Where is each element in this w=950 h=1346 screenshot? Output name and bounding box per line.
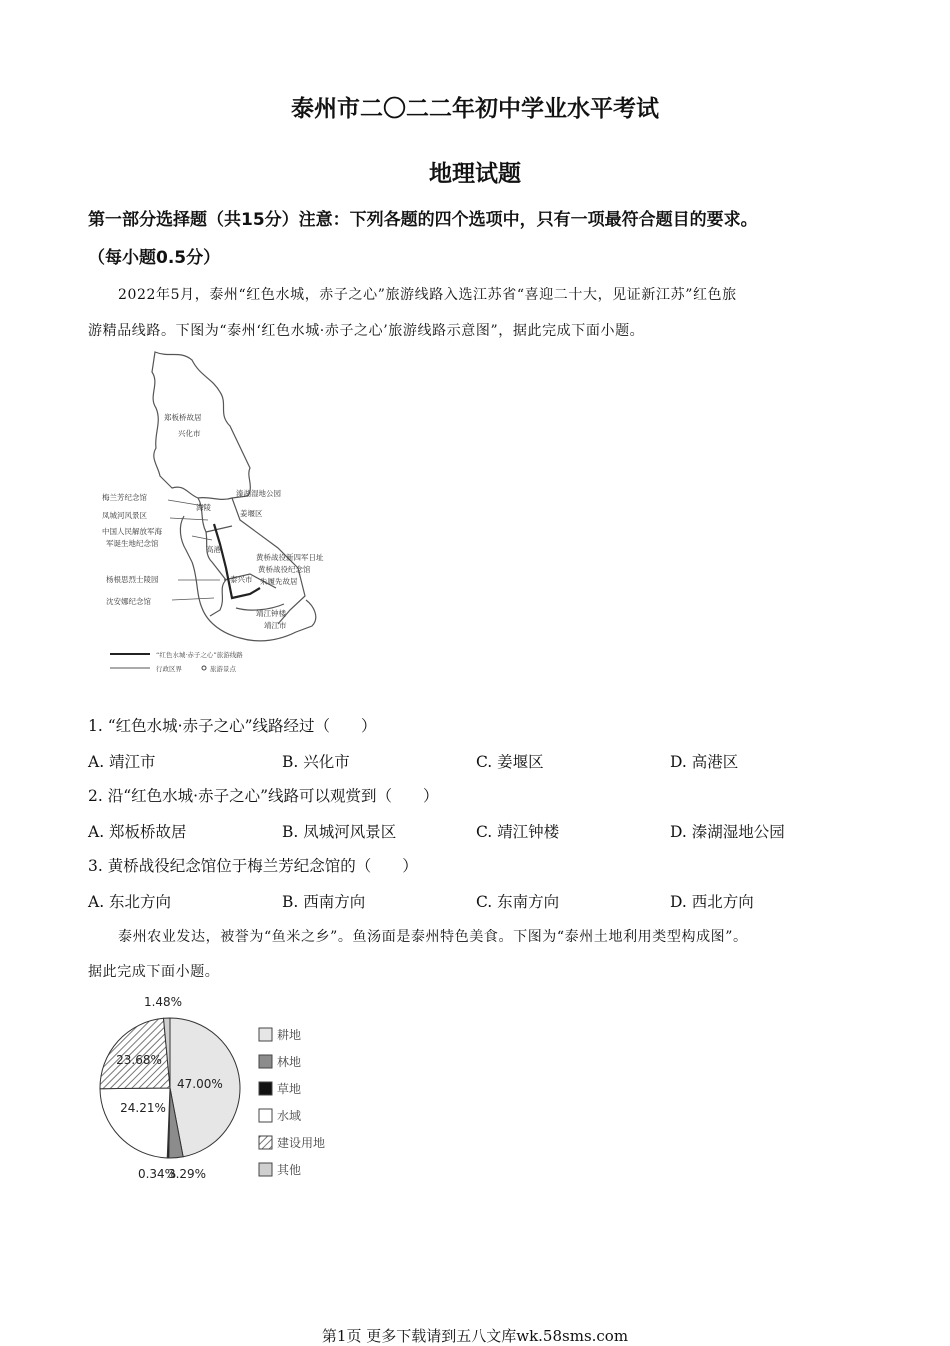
legend-swatch-4	[259, 1136, 272, 1149]
question-2: 2. 沿“红色水城·赤子之心”线路可以观赏到（ ）	[88, 787, 439, 805]
intro-paragraph-2: 泰州农业发达，被誉为“鱼米之乡”。鱼汤面是泰州特色美食。下图为“泰州土地利用类型构成图”。	[118, 929, 748, 945]
label-zhengbanqiao: 郑板桥故居	[164, 413, 202, 422]
q1-option-d: D. 高港区	[670, 753, 739, 771]
legend-swatch-5	[259, 1163, 272, 1176]
section-header	[88, 206, 868, 272]
pie-legend	[259, 1027, 325, 1177]
pie-label-3: 24.21%	[120, 1101, 166, 1115]
q3-option-c: C. 东南方向	[476, 893, 560, 911]
label-gaogang: 高港	[206, 545, 221, 554]
pie-label-4: 23.68%	[116, 1053, 162, 1067]
label-meilanfang: 梅兰芳纪念馆	[102, 493, 147, 502]
legend-label-5: 其他	[277, 1163, 302, 1177]
section-line-2: （每小题0.5分）	[88, 248, 221, 268]
pie-label-0: 47.00%	[177, 1077, 223, 1091]
section-line-1: 第一部分选择题（共15分）注意：下列各题的四个选项中，只有一项最符合题目的要求。	[88, 210, 758, 230]
q2-option-a: A. 郑板桥故居	[88, 823, 187, 841]
legend-label-2: 草地	[277, 1082, 302, 1096]
q3-option-d: D. 西北方向	[670, 893, 754, 911]
q3-option-b: B. 西南方向	[282, 893, 366, 911]
label-jiangyan: 姜堰区	[240, 509, 263, 518]
label-jingjiang-bell: 靖江钟楼	[256, 609, 286, 618]
legend-label-1: 林地	[277, 1055, 302, 1069]
legend-swatch-0	[259, 1028, 272, 1041]
label-xinghua: 兴化市	[178, 429, 201, 438]
q2-option-d: D. 溱湖湿地公园	[670, 823, 785, 841]
intro-paragraph-1: 2022年5月，泰州“红色水城，赤子之心”旅游线路入选江苏省“喜迎二十大，见证新江苏”红色旅	[118, 287, 737, 303]
pie-label-5: 1.48%	[143, 995, 183, 1009]
pie-slice-3	[100, 1088, 170, 1158]
legend-boundary-label: 行政区界	[156, 665, 182, 673]
q1-option-a: A. 靖江市	[88, 753, 156, 771]
legend-label-0: 耕地	[277, 1028, 302, 1042]
label-huangqiao: 黄桥战役新四军日址	[256, 553, 324, 562]
legend-spot-icon	[202, 666, 206, 670]
intro-paragraph-1-cont: 游精品线路。下图为“泰州‘红色水城·赤子之心’旅游线路示意图”，据此完成下面小题。	[88, 323, 645, 339]
q2-option-b: B. 凤城河风景区	[282, 823, 397, 841]
legend-spot-label: 旅游景点	[210, 665, 236, 673]
question-1: 1. “红色水城·赤子之心”线路经过（ ）	[88, 717, 377, 735]
label-navy: 中国人民解放军海	[102, 527, 162, 536]
legend-swatch-2	[259, 1082, 272, 1095]
subject-title: 地理试题	[429, 161, 521, 187]
label-huangqiao-2: 黄桥战役纪念馆	[258, 565, 311, 574]
question-3: 3. 黄桥战役纪念馆位于梅兰芳纪念馆的（ ）	[88, 857, 418, 875]
legend-label-3: 水域	[277, 1109, 302, 1123]
label-taixing: 泰兴市	[230, 575, 253, 584]
label-shenan: 沈安娜纪念馆	[106, 597, 151, 606]
legend-label-4: 建设用地	[277, 1136, 326, 1150]
route-map	[100, 348, 380, 676]
label-qinhu: 溱湖湿地公园	[236, 489, 281, 498]
label-jingjiang: 靖江市	[264, 621, 287, 630]
q2-option-c: C. 靖江钟楼	[476, 823, 560, 841]
page-footer: 第1页 更多下载请到五八文库wk.58sms.com	[321, 1327, 629, 1345]
label-zhuanliao: 朱履先故居	[260, 577, 298, 586]
legend-route-label: “红色水城·赤子之心”旅游线路	[156, 651, 243, 659]
label-navy-2: 军诞生地纪念馆	[106, 539, 159, 548]
exam-title: 泰州市二〇二二年初中学业水平考试	[291, 96, 659, 122]
intro-paragraph-2-cont: 据此完成下面小题。	[88, 964, 220, 980]
map-legend	[110, 650, 243, 673]
q1-option-b: B. 兴化市	[282, 753, 350, 771]
q1-option-c: C. 姜堰区	[476, 753, 544, 771]
legend-swatch-1	[259, 1055, 272, 1068]
label-fengcheng: 凤城河风景区	[102, 511, 147, 520]
pie-label-1: 3.29%	[167, 1167, 207, 1181]
pie-label-2: 0.34%	[137, 1167, 177, 1181]
q3-option-a: A. 东北方向	[88, 893, 172, 911]
label-yangqiao: 杨根思烈士陵园	[106, 575, 159, 584]
route-line	[214, 524, 260, 598]
land-use-pie-chart	[95, 990, 355, 1190]
legend-swatch-3	[259, 1109, 272, 1122]
label-hailing: 海陵	[196, 503, 211, 512]
